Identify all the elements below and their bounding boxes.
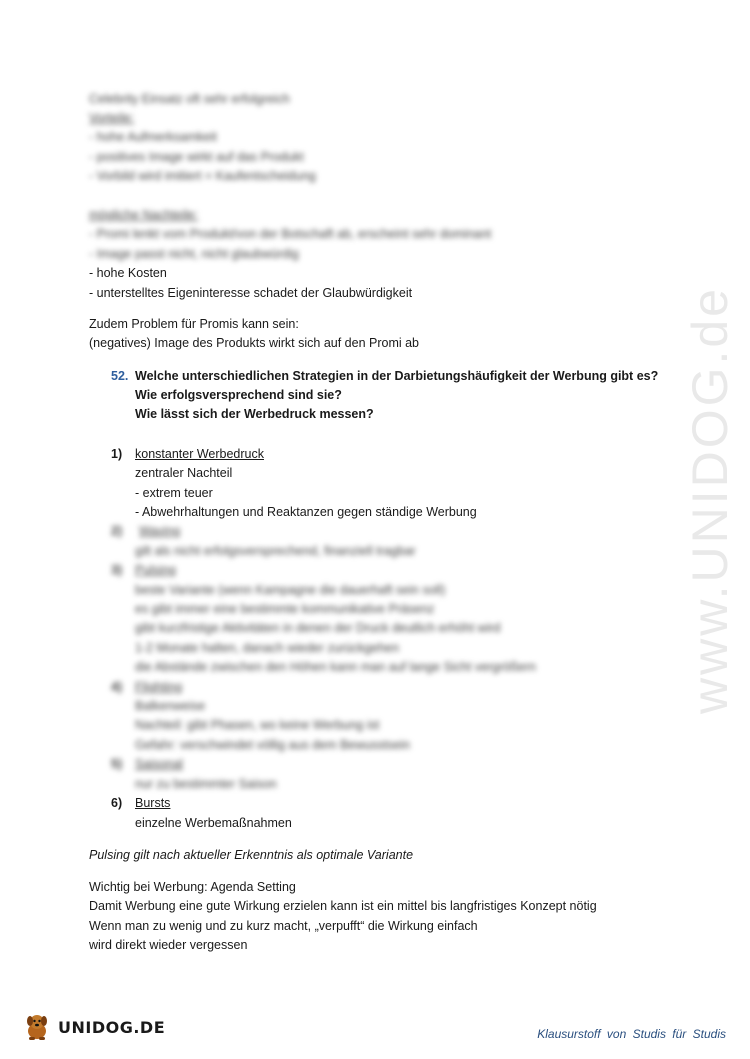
agenda-line: wird direkt wieder vergessen [89, 938, 248, 952]
logo-text: UNIDOG.DE [58, 1017, 166, 1037]
strategy-line: Nachteil: gibt Phasen, wo keine Werbung ist [135, 718, 380, 732]
strategy-number: 3) [111, 563, 123, 577]
promi-note-line: Zudem Problem für Promis kann sein: [89, 317, 299, 331]
strategy-line: beste Variante (wenn Kampagne die dauerhaft sein soll) [135, 583, 446, 597]
strategy-line: Gefahr: verschwindet völlig aus dem Bewusstsein [135, 738, 411, 752]
strategy-title: konstanter Werbedruck [135, 447, 264, 461]
strategy-line: gilt als nicht erfolgsversprechend, finanziell tragbar [135, 544, 416, 558]
strategy-line: zentraler Nachteil [135, 466, 233, 480]
strategy-line: Balkenweise [135, 699, 206, 713]
intro-line: - hohe Aufmerksamkeit [89, 130, 217, 144]
question-number: 52. [111, 369, 129, 383]
question-line: Wie erfolgsversprechend sind sie? [135, 388, 342, 402]
cons-line: - unterstelltes Eigeninteresse schadet der Glaubwürdigkeit [89, 286, 413, 300]
strategy-title: Bursts [135, 796, 171, 810]
strategy-title: Flighting [135, 680, 183, 694]
strategy-title: Waving [139, 524, 181, 538]
intro-line: Vorteile: [89, 111, 135, 125]
promi-note-line: (negatives) Image des Produkts wirkt sich auf den Promi ab [89, 336, 420, 350]
footer-tagline: Klausurstoff von Studis für Studis [537, 1027, 726, 1041]
strategy-line: die Abstände zwischen den Höhen kann man auf lange Sicht vergrößern [135, 660, 536, 674]
strategy-line: - Abwehrhaltungen und Reaktanzen gegen ständige Werbung [135, 505, 477, 519]
strategy-line: 1-2 Monate halten, danach wieder zurückgehen [135, 641, 400, 655]
agenda-line: Wichtig bei Werbung: Agenda Setting [89, 880, 296, 894]
watermark: www.UNIDOG.de [682, 286, 738, 714]
conclusion: Pulsing gilt nach aktueller Erkenntnis als optimale Variante [89, 848, 414, 862]
strategy-number: 2) [111, 524, 123, 538]
cons-line: - hohe Kosten [89, 266, 167, 280]
unidog-logo [22, 1012, 165, 1042]
strategy-line: gibt kurzfristige Aktivitäten in denen der Druck deutlich erhöht wird [135, 621, 501, 635]
strategy-title: Pulsing [135, 563, 176, 577]
strategy-line: - extrem teuer [135, 486, 213, 500]
strategy-number: 1) [111, 447, 123, 461]
intro-line: - Vorbild wird imitiert = Kaufentscheidung [89, 169, 316, 183]
intro-line: - Image passt nicht, nicht glaubwürdig [89, 247, 299, 261]
intro-line: - Promi lenkt vom Produkt/von der Botschaft ab, erscheint sehr dominant [89, 227, 492, 241]
strategy-number: 6) [111, 796, 123, 810]
strategy-line: es gibt immer eine bestimmte kommunikative Präsenz [135, 602, 435, 616]
question-line: Wie lässt sich der Werbedruck messen? [135, 407, 374, 421]
strategy-title: Saisonal [135, 757, 183, 771]
agenda-line: Damit Werbung eine gute Wirkung erzielen kann ist ein mittel bis langfristiges Konzept nötig [89, 899, 597, 913]
strategy-line: nur zu bestimmter Saison [135, 777, 277, 791]
strategy-line: einzelne Werbemaßnahmen [135, 816, 292, 830]
strategy-number: 4) [111, 680, 123, 694]
intro-line: - positives Image wirkt auf das Produkt [89, 150, 304, 164]
agenda-line: Wenn man zu wenig und zu kurz macht, „verpufft“ die Wirkung einfach [89, 919, 478, 933]
intro-line: mögliche Nachteile: [89, 208, 199, 222]
question-line: Welche unterschiedlichen Strategien in der Darbietungshäufigkeit der Werbung gibt es? [135, 369, 659, 383]
intro-line: Celebrity Einsatz oft sehr erfolgreich [89, 92, 290, 106]
strategy-number: 5) [111, 757, 123, 771]
dog-icon [22, 1012, 52, 1042]
